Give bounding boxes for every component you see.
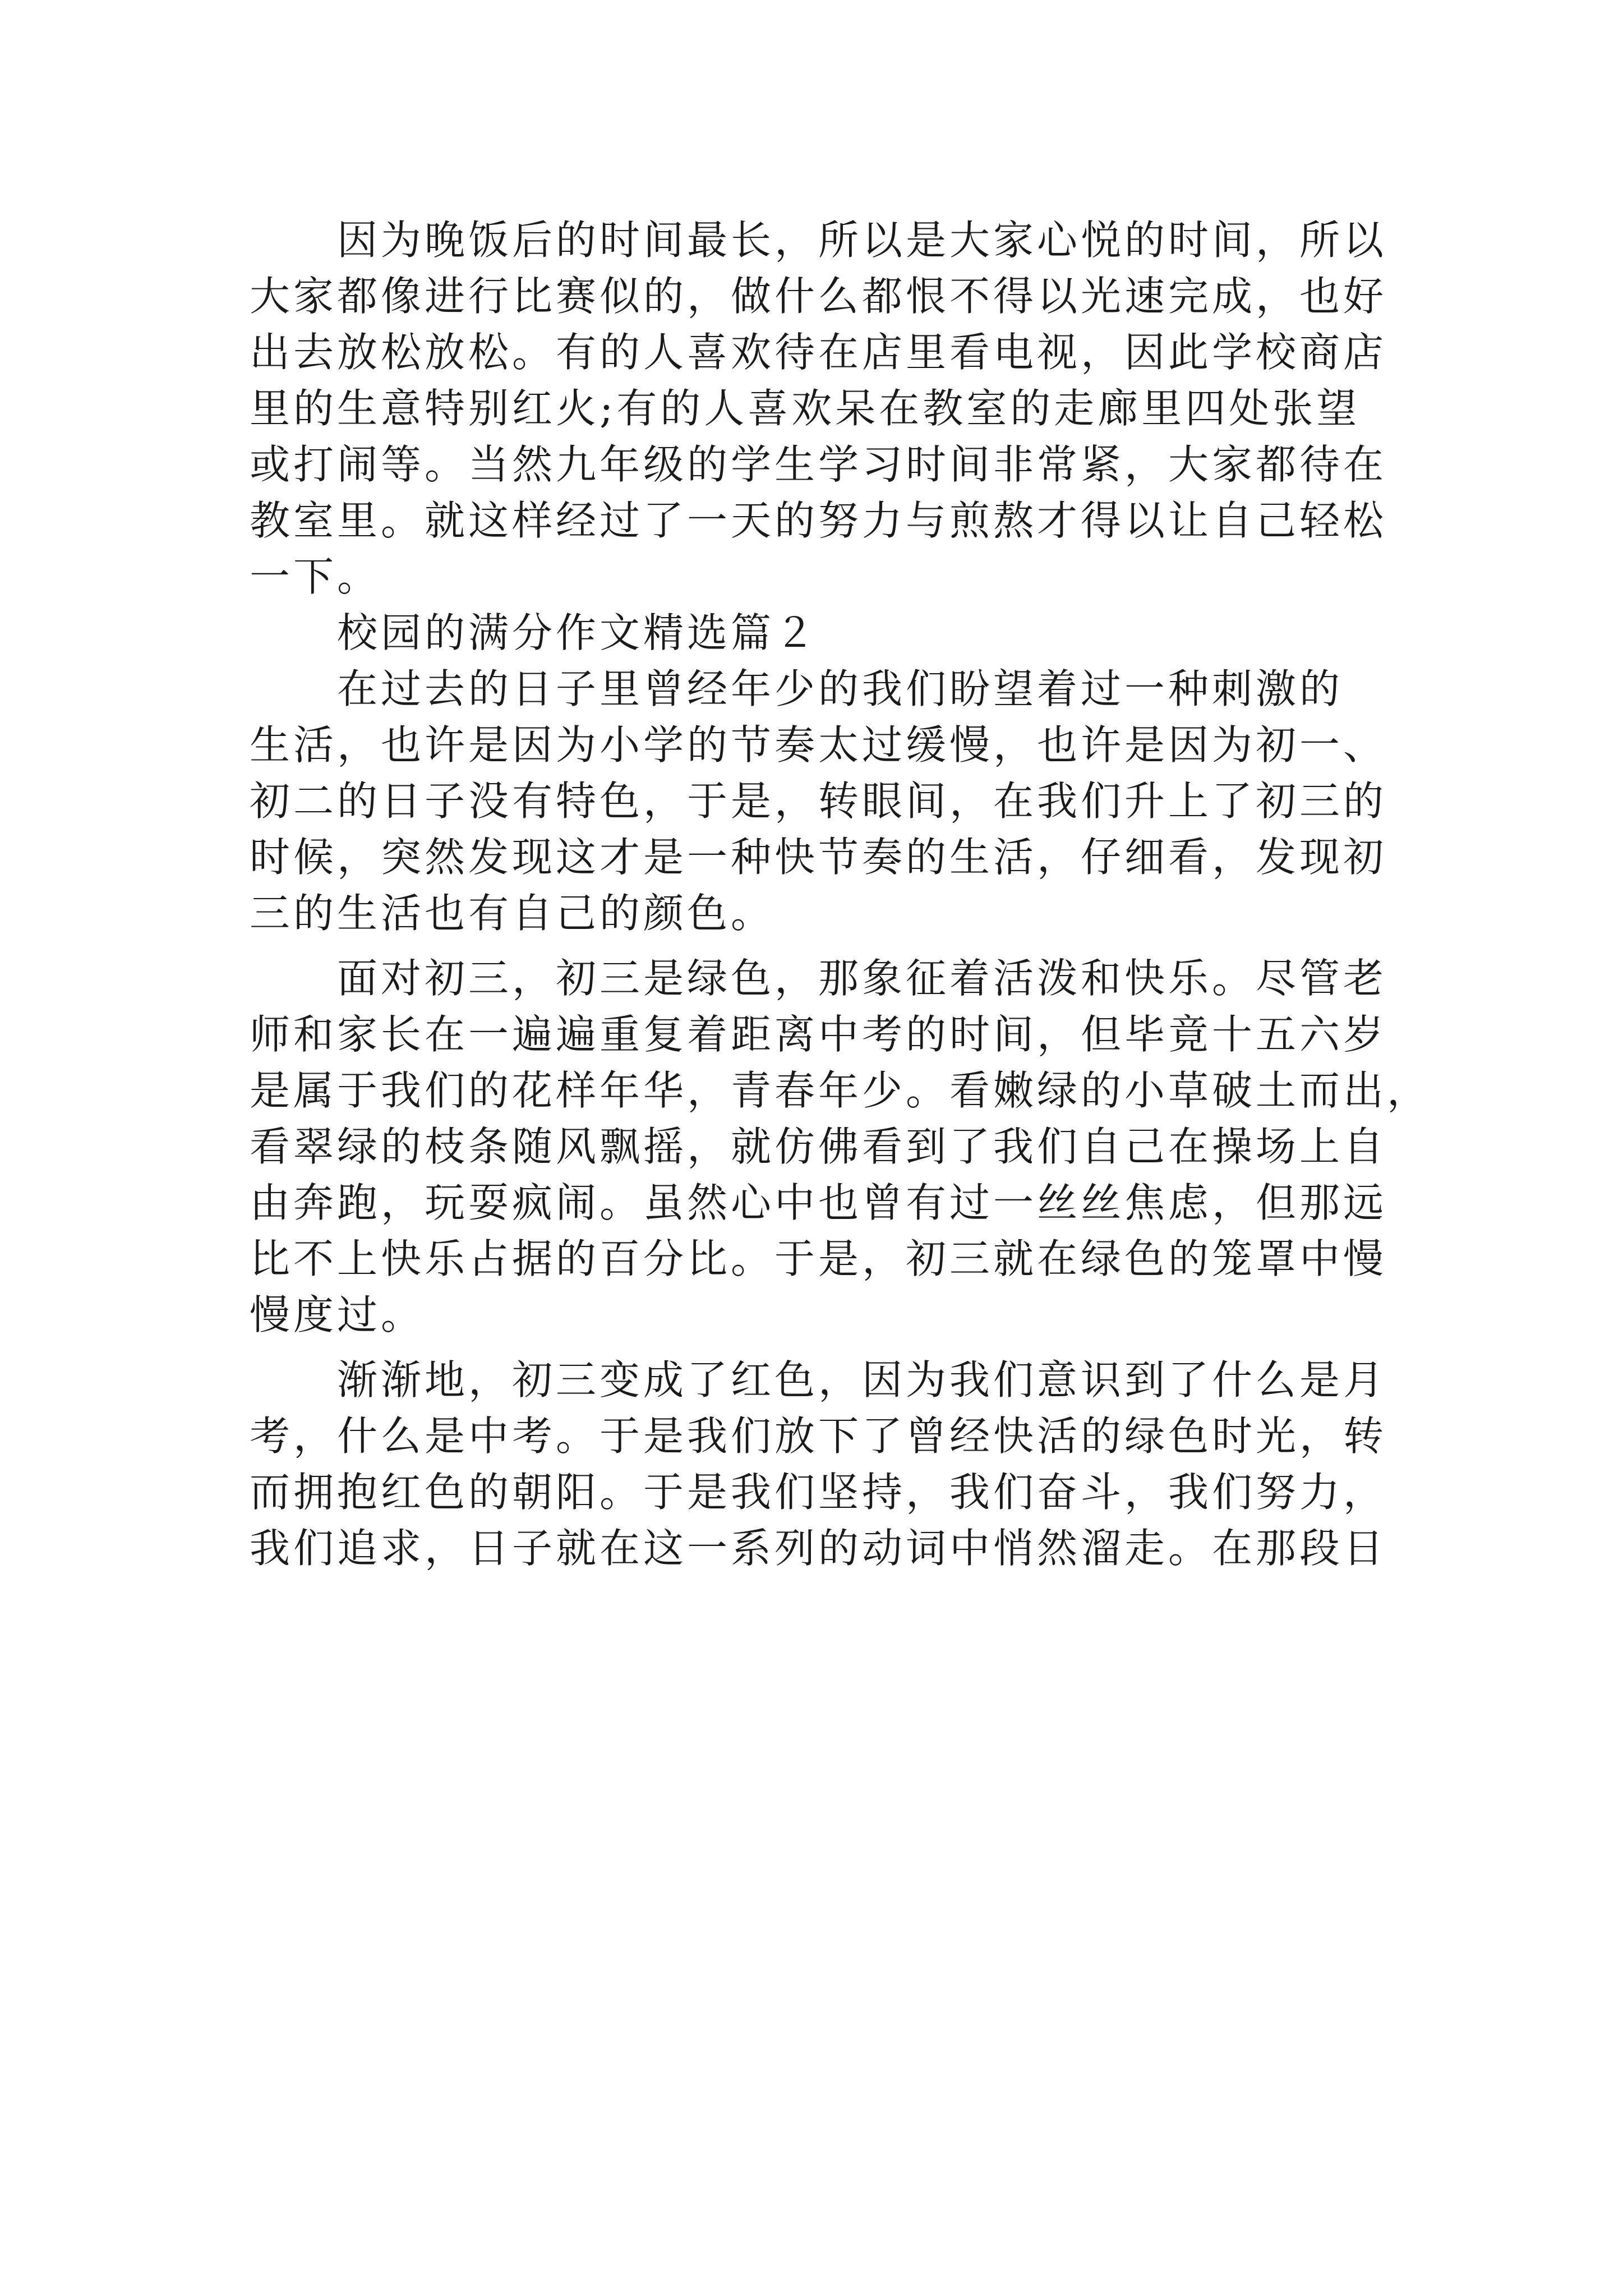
section-heading bbox=[250, 605, 1433, 661]
paragraph-line: 里的生意特别红火;有的人喜欢呆在教室的走廊里四处张望 bbox=[250, 385, 1361, 432]
paragraph-line: 在过去的日子里曾经年少的我们盼望着过一种刺激的 bbox=[250, 665, 1344, 712]
paragraph-line: 师和家长在一遍遍重复着距离中考的时间，但毕竟十五六岁 bbox=[250, 1011, 1387, 1058]
paragraph-line: 是属于我们的花样年华，青春年少。看嫩绿的小草破土而出， bbox=[250, 1067, 1431, 1114]
paragraph-line: 看翠绿的枝条随风飘摇，就仿佛看到了我们自己在操场上自 bbox=[250, 1123, 1387, 1170]
paragraph-line: 教室里。就这样经过了一天的努力与煎熬才得以让自己轻松 bbox=[250, 497, 1387, 544]
paragraph-line: 出去放松放松。有的人喜欢待在店里看电视，因此学校商店 bbox=[250, 329, 1387, 376]
paragraph-line: 慢度过。 bbox=[250, 1291, 425, 1338]
paragraph-spacer bbox=[250, 1343, 1433, 1352]
paragraph-spacer bbox=[250, 941, 1433, 950]
paragraph-line: 因为晚饭后的时间最长，所以是大家心悦的时间，所以 bbox=[250, 217, 1387, 264]
paragraph bbox=[250, 1352, 1433, 1576]
paragraph-line: 三的生活也有自己的颜色。 bbox=[250, 890, 775, 937]
paragraph-line: 由奔跑，玩耍疯闹。虽然心中也曾有过一丝丝焦虑，但那远 bbox=[250, 1179, 1387, 1226]
paragraph bbox=[250, 661, 1433, 941]
paragraph-line: 时候，突然发现这才是一种快节奏的生活，仔细看，发现初 bbox=[250, 834, 1387, 881]
paragraph-line: 考，什么是中考。于是我们放下了曾经快活的绿色时光，转 bbox=[250, 1412, 1387, 1460]
heading-text: 校园的满分作文精选篇２ bbox=[250, 609, 819, 656]
paragraph-line: 面对初三，初三是绿色，那象征着活泼和快乐。尽管老 bbox=[250, 955, 1387, 1002]
paragraph-line: 生活，也许是因为小学的节奏太过缓慢，也许是因为初一、 bbox=[250, 721, 1387, 769]
paragraph-line: 一下。 bbox=[250, 553, 381, 600]
paragraph bbox=[250, 950, 1433, 1343]
paragraph-line: 比不上快乐占据的百分比。于是，初三就在绿色的笼罩中慢 bbox=[250, 1235, 1387, 1282]
paragraph-line: 而拥抱红色的朝阳。于是我们坚持，我们奋斗，我们努力， bbox=[250, 1469, 1387, 1516]
paragraph-line: 我们追求，日子就在这一系列的动词中悄然溜走。在那段日 bbox=[250, 1525, 1387, 1572]
paragraph-line: 或打闹等。当然九年级的学生学习时间非常紧，大家都待在 bbox=[250, 441, 1387, 488]
document-body bbox=[250, 212, 1433, 1576]
paragraph-line: 渐渐地，初三变成了红色，因为我们意识到了什么是月 bbox=[250, 1356, 1387, 1404]
paragraph-line: 大家都像进行比赛似的，做什么都恨不得以光速完成，也好 bbox=[250, 273, 1387, 320]
paragraph bbox=[250, 212, 1433, 605]
paragraph-line: 初二的日子没有特色，于是，转眼间，在我们升上了初三的 bbox=[250, 777, 1387, 825]
